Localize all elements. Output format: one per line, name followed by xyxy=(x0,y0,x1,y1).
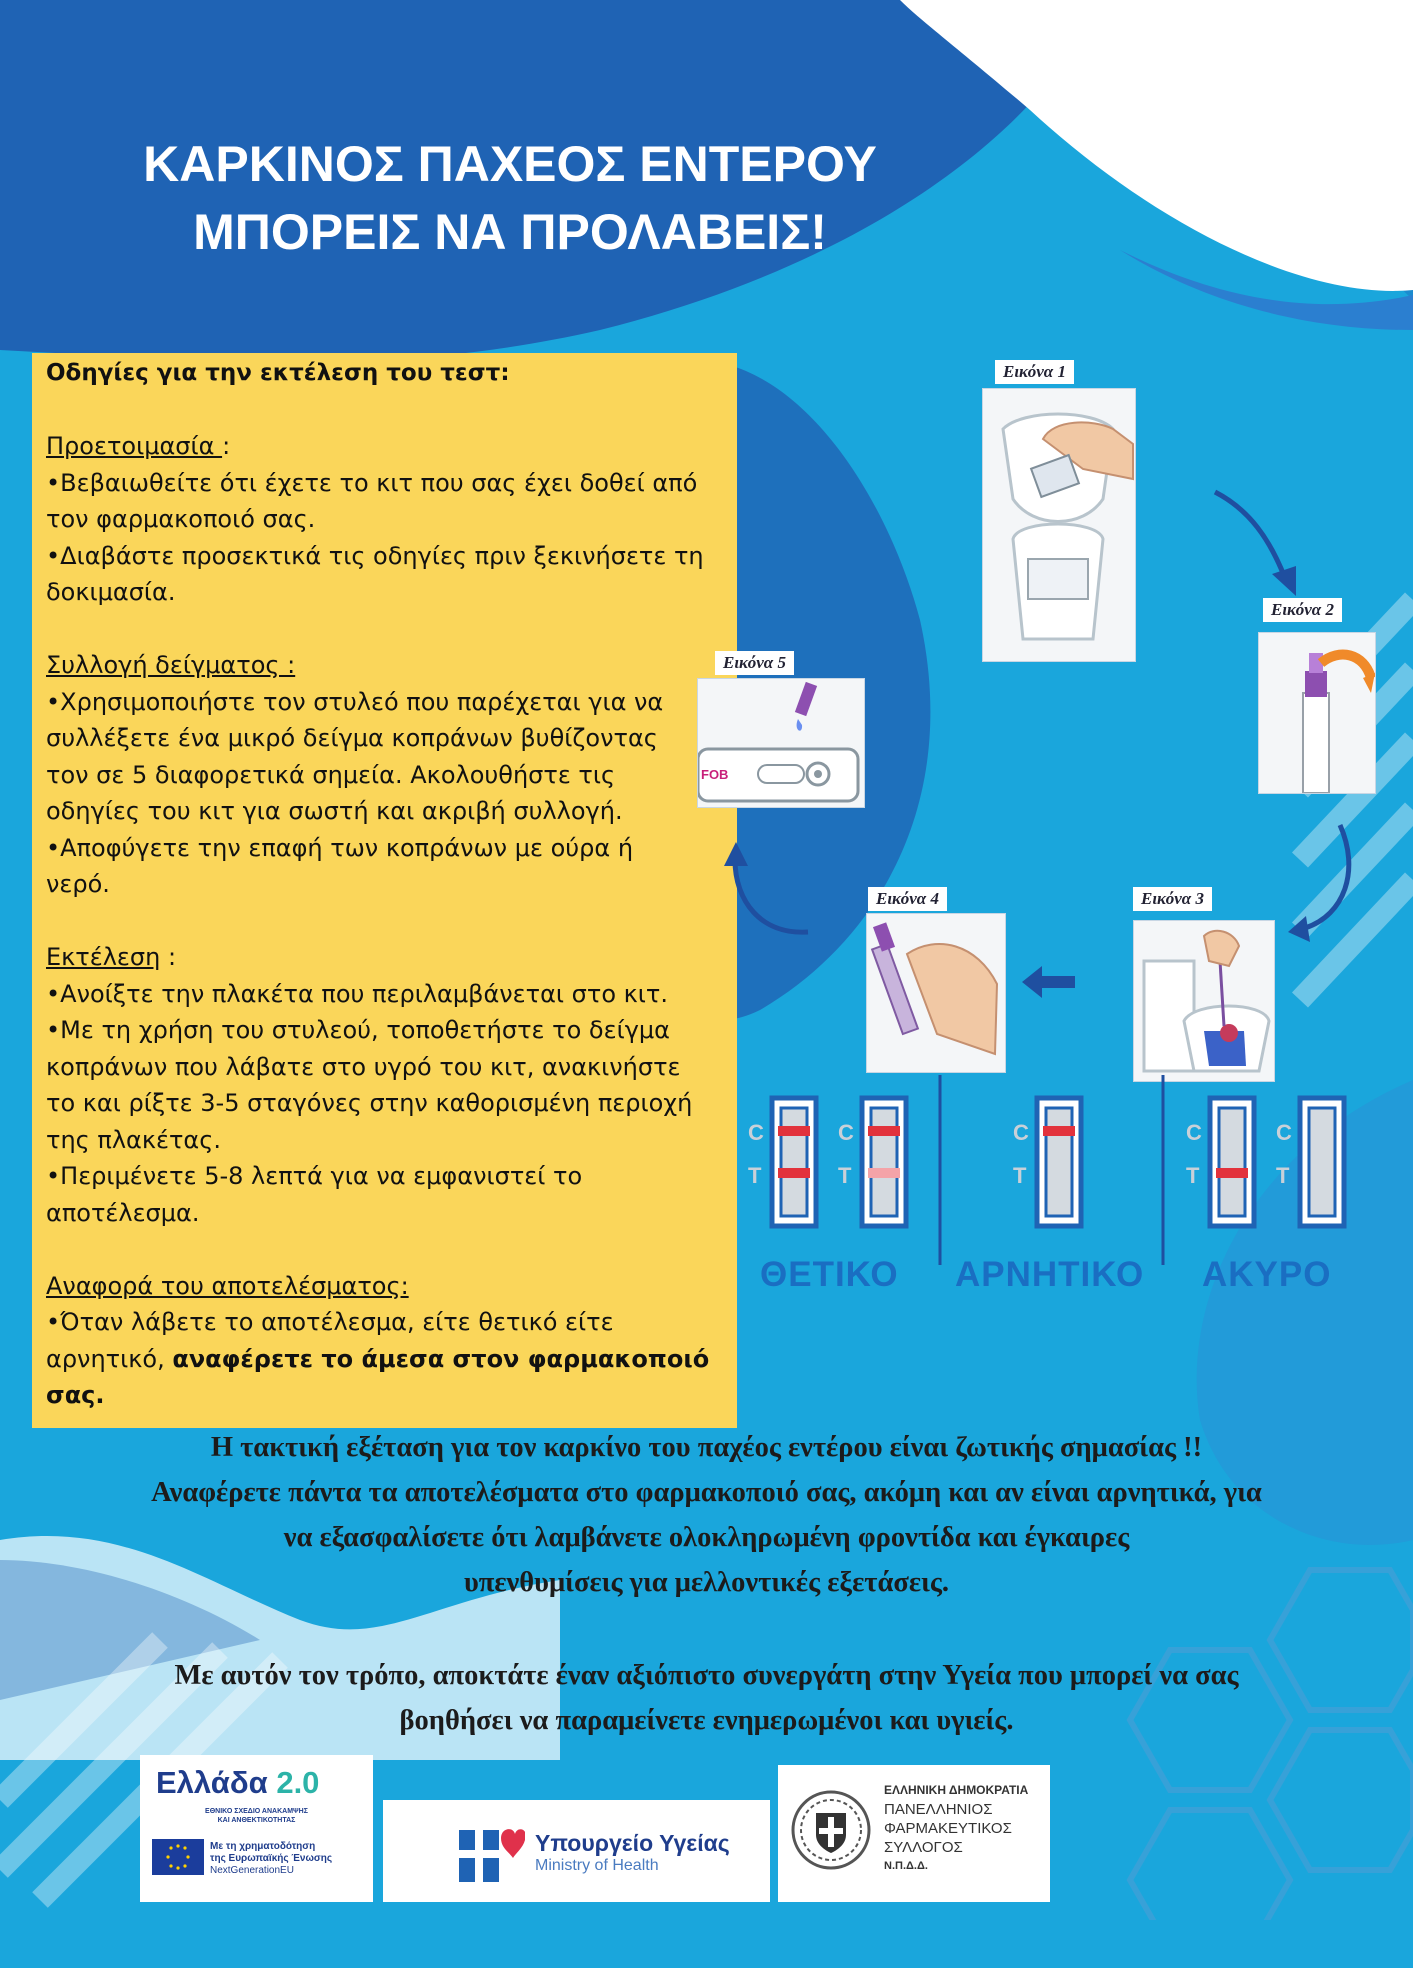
ministry-emblem-icon xyxy=(455,1820,525,1886)
test-line xyxy=(1216,1168,1248,1178)
exec-line: της πλακέτας. xyxy=(46,1125,221,1154)
prep-line: •Διαβάστε προσεκτικά τις οδηγίες πριν ξεκινήσετε τη xyxy=(46,541,704,570)
exec-line: το και ρίξτε 3-5 σταγόνες στην καθορισμένη περιοχή xyxy=(46,1089,693,1117)
eu-line-1: Με τη χρηματοδότηση xyxy=(210,1841,316,1852)
greece-sub-1: ΕΘΝΙΚΟ ΣΧΕΔΙΟ ΑΝΑΚΑΜΨΗΣ xyxy=(205,1808,308,1815)
greece-brand: Ελλάδα xyxy=(156,1765,268,1800)
bottom-line: Με αυτόν τον τρόπο, αποκτάτε έναν αξιόπιστο συνεργάτη στην Υγεία που μπορεί να σας xyxy=(174,1660,1239,1691)
step-4-label: Εικόνα 4 xyxy=(868,887,947,911)
cassette-negative xyxy=(1013,1098,1081,1226)
control-line xyxy=(1043,1126,1075,1136)
exec-line: κοπράνων που λάβατε στο υγρό του κιτ, ανακινήστε xyxy=(46,1052,681,1081)
cassette-invalid-blank xyxy=(1276,1098,1344,1226)
instructions-heading: Οδηγίες για την εκτέλεση του τεστ: xyxy=(46,360,510,386)
eu-line-2: της Ευρωπαϊκής Ένωσης xyxy=(210,1853,333,1864)
control-line xyxy=(778,1126,810,1136)
pharmaceutical-association-logo xyxy=(778,1765,1050,1902)
c-letter: C xyxy=(748,1120,764,1145)
eu-line-3: NextGenerationEU xyxy=(210,1865,294,1876)
collect-line: οδηγίες του κιτ για σωστή και ακριβή συλλογή. xyxy=(46,797,623,825)
t-letter: T xyxy=(748,1163,762,1188)
c-letter: C xyxy=(838,1120,854,1145)
pfs-line-5: Ν.Π.Δ.Δ. xyxy=(884,1860,928,1872)
cassette-positive-weak xyxy=(838,1098,906,1226)
fob-label: FOB xyxy=(701,767,729,782)
result-positive-label: ΘΕΤΙΚΟ xyxy=(760,1255,899,1294)
test-line xyxy=(778,1168,810,1178)
exec-line: •Με τη χρήση του στυλεού, τοποθετήστε το δείγμα xyxy=(46,1016,670,1044)
bottom-message xyxy=(0,1425,1413,1743)
t-letter: T xyxy=(838,1163,852,1188)
prep-title: Προετοιμασία xyxy=(46,432,223,460)
report-line: •Όταν λάβετε το αποτέλεσμα, είτε θετικό είτε xyxy=(46,1308,614,1336)
test-line-faint xyxy=(868,1168,900,1178)
control-line xyxy=(868,1126,900,1136)
greece-sub-2: ΚΑΙ ΑΝΘΕΚΤΙΚΟΤΗΤΑΣ xyxy=(217,1817,296,1824)
result-negative-label: ΑΡΝΗΤΙΚΟ xyxy=(955,1255,1145,1294)
c-letter: C xyxy=(1013,1120,1029,1145)
step-1-label: Εικόνα 1 xyxy=(995,360,1074,384)
step-2-label: Εικόνα 2 xyxy=(1263,598,1342,622)
cassette-invalid-test-only xyxy=(1186,1098,1254,1226)
greece-2-0-logo xyxy=(140,1755,373,1902)
step-3-label: Εικόνα 3 xyxy=(1133,887,1212,911)
ministry-name-gr: Υπουργείο Υγείας xyxy=(535,1830,730,1856)
greek-state-seal-icon xyxy=(786,1785,876,1875)
pfs-line-4: ΣΥΛΛΟΓΟΣ xyxy=(884,1839,963,1856)
pfs-line-3: ΦΑΡΜΑΚΕΥΤΙΚΟΣ xyxy=(884,1820,1012,1837)
bottom-line: Αναφέρετε πάντα τα αποτελέσματα στο φαρμακοποιό σας, ακόμη και αν είναι αρνητικά, για xyxy=(151,1477,1262,1508)
t-letter: T xyxy=(1013,1163,1027,1188)
title-line-1: ΚΑΡΚΙΝΟΣ ΠΑΧΕΟΣ ΕΝΤΕΡΟΥ xyxy=(143,136,877,192)
exec-line: αποτέλεσμα. xyxy=(46,1198,200,1227)
bottom-line: υπενθυμίσεις για μελλοντικές εξετάσεις. xyxy=(463,1567,950,1598)
report-title: Αναφορά του αποτελέσματος: xyxy=(46,1271,409,1300)
ministry-of-health-logo xyxy=(383,1800,770,1902)
t-letter: T xyxy=(1276,1163,1290,1188)
exec-line: •Ανοίξτε την πλακέτα που περιλαμβάνεται στο κιτ. xyxy=(46,979,668,1008)
collect-title: Συλλογή δείγματος : xyxy=(46,651,296,679)
collect-line: συλλέξετε ένα μικρό δείγμα κοπράνων βυθίζοντας xyxy=(46,724,658,752)
pfs-line-2: ΠΑΝΕΛΛΗΝΙΟΣ xyxy=(884,1801,993,1818)
prep-line: τον φαρμακοποιό σας. xyxy=(46,505,316,533)
exec-colon: : xyxy=(160,943,177,971)
report-line-bold: αναφέρετε το άμεσα στον φαρμακοποιό xyxy=(172,1344,710,1373)
prep-line: δοκιμασία. xyxy=(46,578,176,606)
exec-title: Εκτέλεση xyxy=(46,943,161,971)
report-line-plain: αρνητικό, xyxy=(46,1344,173,1373)
eu-flag-icon xyxy=(152,1839,204,1875)
greece-version: 2.0 xyxy=(276,1765,320,1800)
collect-line: •Χρησιμοποιήστε τον στυλεό που παρέχεται για να xyxy=(46,687,664,716)
bottom-line: Η τακτική εξέταση για τον καρκίνο του παχέος εντέρου είναι ζωτικής σημασίας !! xyxy=(210,1432,1203,1463)
report-line-bold-end: σας. xyxy=(46,1381,105,1409)
result-invalid-label: ΑΚΥΡΟ xyxy=(1202,1255,1332,1294)
cassette-positive-strong xyxy=(748,1098,816,1226)
collect-line: τον σε 5 διαφορετικά σημεία. Ακολουθήστε τις xyxy=(46,760,616,789)
bottom-line: να εξασφαλίσετε ότι λαμβάνετε ολοκληρωμένη φροντίδα και έγκαιρες xyxy=(283,1522,1130,1553)
c-letter: C xyxy=(1276,1120,1292,1145)
t-letter: T xyxy=(1186,1163,1200,1188)
ministry-name-en: Ministry of Health xyxy=(535,1857,659,1874)
pfs-line-1: ΕΛΛΗΝΙΚΗ ΔΗΜΟΚΡΑΤΙΑ xyxy=(884,1783,1029,1797)
prep-line: •Βεβαιωθείτε ότι έχετε το κιτ που σας έχει δοθεί από xyxy=(46,468,698,497)
bottom-line: βοηθήσει να παραμείνετε ενημερωμένοι και υγιείς. xyxy=(399,1705,1014,1736)
exec-line: •Περιμένετε 5-8 λεπτά για να εμφανιστεί το xyxy=(46,1162,583,1190)
collect-line: •Αποφύγετε την επαφή των κοπράνων με ούρα ή xyxy=(46,833,634,862)
step-5-label: Εικόνα 5 xyxy=(715,651,794,675)
collect-line: νερό. xyxy=(46,870,110,898)
prep-colon: : xyxy=(222,432,231,460)
c-letter: C xyxy=(1186,1120,1202,1145)
title-line-2: ΜΠΟΡΕΙΣ ΝΑ ΠΡΟΛΑΒΕΙΣ! xyxy=(193,204,827,260)
